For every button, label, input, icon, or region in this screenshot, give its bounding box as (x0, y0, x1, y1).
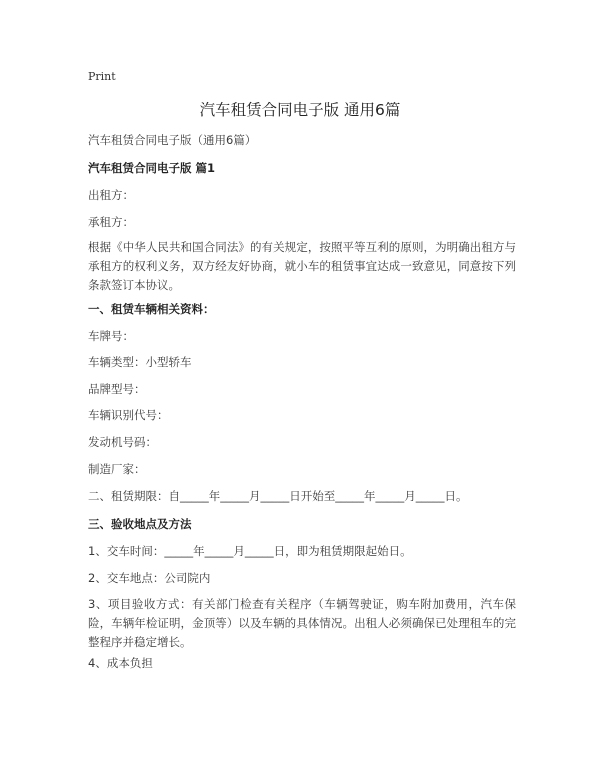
print-link[interactable]: Print (88, 70, 116, 83)
manufacturer-line: 制造厂家： (88, 462, 146, 476)
document-subtitle: 汽车租赁合同电子版（通用6篇） (88, 133, 257, 147)
document-title: 汽车租赁合同电子版 通用6篇 (199, 101, 401, 119)
lease-term-line: 二、租赁期限：自_____年_____月_____日开始至_____年_____月_____日。 (88, 489, 468, 503)
intro-paragraph: 根据《中华人民共和国合同法》的有关规定，按照平等互利的原则，为明确出租方与承租方的权利义务，双方经友好协商，就小车的租赁事宜达成一致意见，同意按下列条款签订本协议。 (88, 240, 516, 292)
vin-line: 车辆识别代号： (88, 408, 169, 422)
section-heading: 汽车租赁合同电子版 篇1 (88, 161, 216, 175)
cost-line: 4、成本负担 (88, 656, 153, 670)
brand-model-line: 品牌型号： (88, 382, 146, 396)
part1-heading: 一、租赁车辆相关资料： (88, 302, 215, 316)
lessee-line: 承租方： (88, 215, 134, 229)
engine-no-line: 发动机号码： (88, 435, 157, 449)
plate-line: 车牌号： (88, 329, 134, 343)
part3-heading: 三、验收地点及方法 (88, 517, 192, 531)
delivery-place-line: 2、交车地点：公司院内 (88, 571, 211, 585)
inspection-paragraph: 3、项目验收方式：有关部门检查有关程序（车辆驾驶证，购车附加费用，汽车保险，车辆年检证明，金顶等）以及车辆的具体情况。出租人必须确保已处理租车的完整程序并稳定增长。 (88, 597, 516, 649)
delivery-time-line: 1、交车时间：_____年_____月_____日，即为租赁期限起始日。 (88, 544, 412, 558)
lessor-line: 出租方： (88, 188, 134, 202)
vehicle-type-line: 车辆类型：小型轿车 (88, 355, 192, 369)
